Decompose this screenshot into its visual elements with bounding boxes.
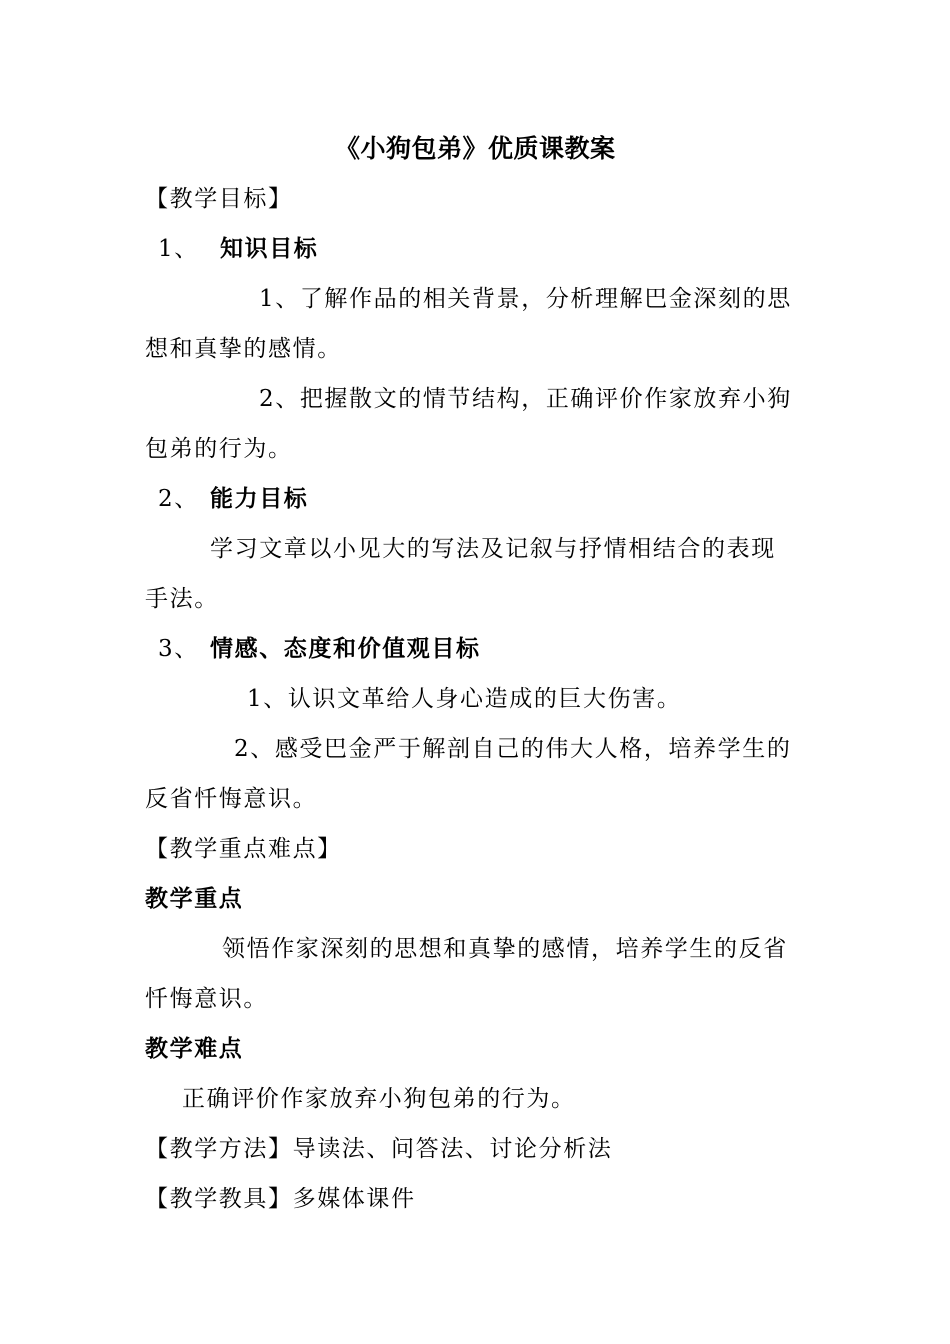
knowledge-objective-number: 1、 (158, 236, 199, 262)
teaching-focus-label: 教学重点 (145, 886, 244, 912)
ability-text-line-2: 手法。 (145, 586, 219, 612)
teaching-difficulty-text: 正确评价作家放弃小狗包弟的行为。 (182, 1086, 576, 1112)
teaching-focus-line-2: 忏悔意识。 (145, 986, 268, 1012)
objectives-heading: 【教学目标】 (145, 186, 293, 212)
ability-objective-number: 2、 (158, 486, 199, 512)
knowledge-item-2-line-1: 2、把握散文的情节结构，正确评价作家放弃小狗 (259, 386, 792, 412)
teaching-methods: 【教学方法】导读法、问答法、讨论分析法 (145, 1136, 613, 1162)
emotion-objective-number: 3、 (158, 636, 199, 662)
knowledge-item-1-line-1: 1、了解作品的相关背景，分析理解巴金深刻的思 (259, 286, 792, 312)
emotion-objective-heading (158, 634, 481, 664)
knowledge-item-2-line-2: 包弟的行为。 (145, 436, 293, 462)
knowledge-objective-heading (158, 234, 318, 264)
emotion-item-1: 1、认识文革给人身心造成的巨大伤害。 (247, 686, 682, 712)
emotion-item-2-line-2: 反省忏悔意识。 (145, 786, 318, 812)
teaching-focus-line-1: 领悟作家深刻的思想和真挚的感情，培养学生的反省 (222, 936, 788, 962)
teaching-tools: 【教学教具】多媒体课件 (145, 1186, 416, 1212)
ability-text-line-1: 学习文章以小见大的写法及记叙与抒情相结合的表现 (210, 536, 776, 562)
key-points-heading: 【教学重点难点】 (145, 836, 342, 862)
teaching-difficulty-label: 教学难点 (145, 1036, 244, 1062)
ability-objective-heading (158, 484, 308, 514)
emotion-objective-label: 情感、态度和价值观目标 (210, 636, 481, 662)
knowledge-item-1-line-2: 想和真挚的感情。 (145, 336, 342, 362)
emotion-item-2-line-1: 2、感受巴金严于解剖自己的伟大人格，培养学生的 (234, 736, 792, 762)
ability-objective-label: 能力目标 (210, 486, 309, 512)
knowledge-objective-label: 知识目标 (220, 236, 319, 262)
document-title: 《小狗包弟》优质课教案 (335, 134, 616, 163)
